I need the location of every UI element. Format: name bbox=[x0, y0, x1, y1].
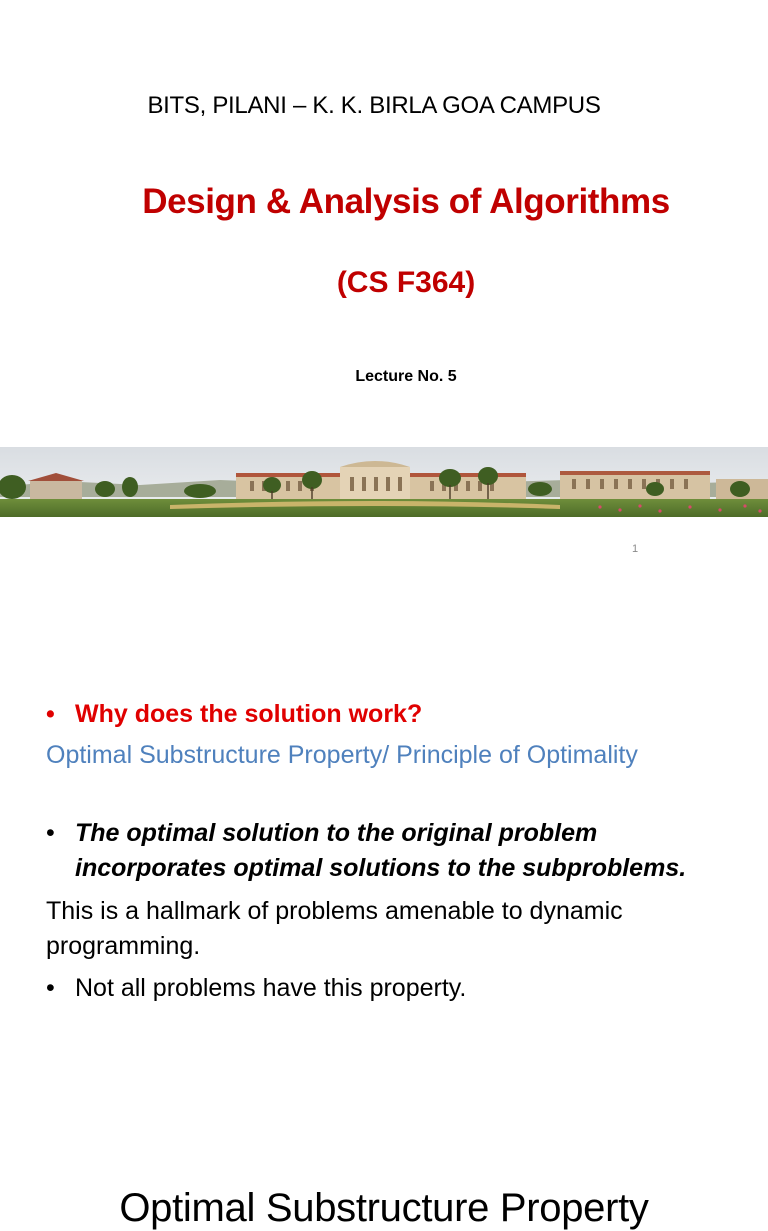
title-slide bbox=[0, 0, 768, 576]
content-slide bbox=[0, 576, 768, 1230]
bullet-definition bbox=[46, 816, 746, 886]
institution-name: BITS, PILANI – K. K. BIRLA GOA CAMPUS bbox=[147, 92, 601, 119]
bullet-icon: • bbox=[46, 819, 55, 847]
slide-title: Optimal Substructure Property bbox=[119, 1186, 649, 1230]
course-code: (CS F364) bbox=[336, 266, 476, 299]
campus-panorama-image bbox=[0, 447, 768, 517]
principle-heading: Optimal Substructure Property/ Principle of Optimality bbox=[46, 741, 638, 769]
question-text: Why does the solution work? bbox=[75, 700, 423, 728]
lecture-number: Lecture No. 5 bbox=[355, 368, 457, 385]
page-number: 1 bbox=[632, 543, 639, 555]
bullet-icon: • bbox=[46, 974, 55, 1002]
bullet-question bbox=[46, 697, 746, 732]
course-title: Design & Analysis of Algorithms bbox=[142, 182, 670, 221]
not-all-text: Not all problems have this property. bbox=[75, 974, 467, 1002]
bullet-not-all bbox=[46, 971, 746, 1006]
hallmark-text: This is a hallmark of problems amenable to dynamic programming. bbox=[46, 897, 623, 960]
definition-text: The optimal solution to the original problem incorporates optimal solutions to the subproblems. bbox=[75, 819, 687, 882]
bullet-icon: • bbox=[46, 700, 55, 728]
